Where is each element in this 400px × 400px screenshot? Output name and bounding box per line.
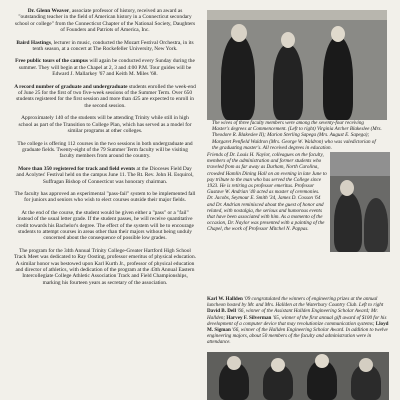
paragraph-field-day (14, 166, 196, 185)
paragraph-lead: More than 350 registered for track and field events (18, 165, 136, 172)
paragraph-text: The college is offering 112 courses in the two sessions in both undergraduate and graduate fields. Twenty-eight of the 79 Summer Term faculty will be visiting faculty members from around the country. (17, 140, 193, 160)
paragraph-text: will again be conducted every Sunday during the summer. They will begin at the Chapel at 2, 3 and 4:00 P.M. Tour guides will be Edward J. Mallarkey '67 and Keith M. Miles '68. (18, 58, 195, 78)
paragraph-weaver (14, 8, 196, 34)
photo-figure (273, 44, 303, 120)
photo-hallden-luncheon (207, 352, 389, 400)
caption-naylor: Friends of Dr. Louis H. Naylor, colleagues on the faculty, members of the administration and former students who traveled from as far away as Durham, North Carolina, crowded Hamlin Dining Hall on an evening in late June to pay tribute to the man who has served the College since 1923. He is retiring as professor emeritus. Professor Gustave W. Andrian '40 acted as master of ceremonies. Dr. Jacobs, Seymour E. Smith '34, James D. Cosson '64 and Dr. Andrian reminisced about the guest of honor and related, with nostalgia, the serious and humorous events that have been associated with him. As a momento of the occasion, Dr. Naylor was presented with a painting of the Chapel, the work of Professor Mitchel N. Pappas. (207, 152, 327, 233)
paragraph-hastings (14, 40, 196, 53)
caption-name: Harvey F. Silverman (226, 314, 272, 321)
photo-face (315, 354, 329, 368)
photo-face (231, 24, 247, 42)
paragraph-text: Approximately 140 of the students will be attending Trinity while still in high school as part of the Transition to College Plan, which has served as a model for similar programs at other colleges. (18, 115, 192, 135)
paragraph-text: The program for the 34th Annual Trinity College-Greater Hartford High School Track Meet was dedicated to Ray Oosting, professor emeritus of physical education. A similar honor was bestowed upon Karl Kurth Jr., professor of physical education and director of athletics, with dedication of the program at the 43th Annual Eastern Intercollegiate College Athletic Association Track and Field Championships, marking his fourteen years as secretary of the association. (14, 247, 196, 286)
paragraph-text: At the end of the course, the student would be given either a "pass" or a "fail" instead of the usual letter grade. If the student passes, he will receive quantitative credit towards his Bachelor's degree. The effect of the system will be to encourage students to attempt courses in areas other than their majors without being unduly concerned about the consequence of possible low grades. (16, 209, 194, 242)
photo-figure (334, 192, 362, 252)
caption-name: Karl W. Hallden (207, 296, 243, 302)
caption-hallden (207, 296, 389, 346)
photo-face (281, 32, 295, 48)
paragraph-lead: Free public tours of the campus (15, 58, 88, 65)
paragraph-text: students enrolled the week-end of June 25 for the first of two five-week sessions of the Summer Term. Over 650 students registered for the first session and more than 425 are expected to enroll in the second session. (16, 83, 196, 109)
caption-name: Lloyd M. Sigman (207, 320, 389, 334)
paragraph-lead: A record number of graduate and undergraduate (14, 83, 128, 90)
left-column (14, 8, 196, 292)
caption-text: '65, winner of the first annual gift award of $100 for his development of a computer device that may revolutionize communication systems; (207, 314, 387, 327)
photo-figure (323, 36, 353, 120)
paragraph-courses (14, 141, 196, 160)
photo-background (330, 152, 390, 176)
caption-graduates: The wives of three faculty members were among the seventy-four receiving Master's degrees at Commencement. (Left to right) Virginia Archer Blakeslee (Mrs. Theodore R. Blakeslee II); Marion Sterling Sapega (Mrs. August E. Sapega); Margaret Penfield Waldron (Mrs. George W. Waldron) who was valedictorian of the graduating master's. All received degrees in education. (212, 120, 382, 151)
photo-naylor-dinner (330, 152, 390, 252)
paragraph-text: The faculty has approved an experimental "pass-fail" system to be implemented fall for juniors and seniors who wish to elect courses outside their major fields. (14, 190, 196, 204)
photo-face (271, 358, 285, 372)
photo-graduates (207, 10, 387, 120)
paragraph-text: , lecturer in music, conducted the Mozart Festival Orchestra, in its tenth season, at a concert at The Rockefeller University, New York. (32, 39, 194, 53)
photo-face (359, 358, 373, 372)
caption-text: '09 congratulated the winners of engineering prizes at the annual luncheon hosted by Mr. and Mrs. Hallden at the Waterbury Country Club. Left to right (207, 296, 384, 309)
paragraph-track-meet (14, 248, 196, 286)
paragraph-summer-term (14, 84, 196, 110)
photo-face (331, 26, 345, 42)
paragraph-lead: Baird Hastings (16, 39, 51, 46)
photo-face (227, 356, 241, 370)
paragraph-pass-fail (14, 191, 196, 204)
paragraph-text: , associate professor of history, received an award as "outstanding teacher in the field of American history in a Connecticut secondary school or college" from the Connecticut Chapter of the National Society, Daughters of Founders and Patriots of America, Inc. (14, 8, 196, 34)
caption-name: David B. Dell (207, 308, 237, 315)
photo-face (340, 180, 354, 196)
caption-text: '66, winner of the Assistant Hallden Engineering Scholar Award; Mr. Hallden; (207, 308, 378, 321)
caption-text: '66, winner of the Hallden Engineering Scholar Award. In addition to twelve engineering majors, about 50 members of the faculty and administration were in attendance. (207, 327, 388, 346)
paragraph-text: at the Dioceses Field Day and Acolytes' Festival held on the campus June 11. The Rt. Rev. John H. Esquirol, Suffragan Bishop of Connecticut was honorary chairman. (16, 165, 194, 185)
photo-figure (364, 198, 388, 252)
paragraph-pass-fail-detail (14, 210, 196, 242)
paragraph-lead: Dr. Glenn Weaver (27, 8, 70, 14)
paragraph-tours (14, 58, 196, 77)
photo-figure (221, 34, 255, 120)
photo-background (207, 10, 387, 20)
paragraph-transition (14, 115, 196, 134)
